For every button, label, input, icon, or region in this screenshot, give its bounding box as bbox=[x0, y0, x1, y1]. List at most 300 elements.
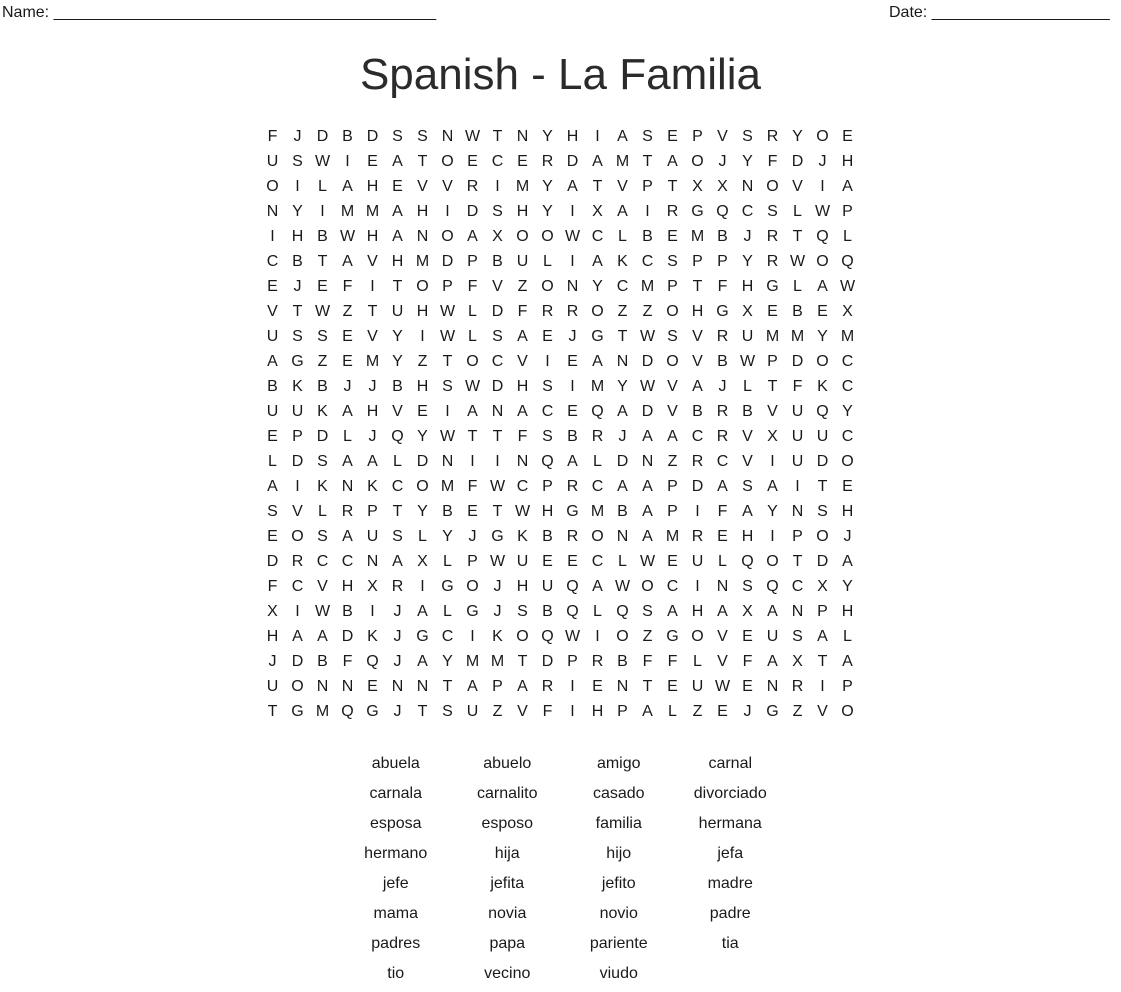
grid-letter: C bbox=[841, 428, 854, 445]
grid-letter: I bbox=[770, 453, 775, 470]
grid-letter: A bbox=[842, 178, 853, 195]
grid-letter: V bbox=[692, 328, 703, 345]
grid-letter: L bbox=[443, 603, 452, 620]
word-list-item: abuela bbox=[371, 755, 420, 772]
grid-letter: R bbox=[766, 228, 779, 245]
grid-letter: A bbox=[667, 428, 678, 445]
grid-letter: I bbox=[345, 153, 350, 170]
grid-letter: P bbox=[567, 653, 578, 670]
grid-letter: Y bbox=[292, 203, 303, 220]
grid-letter: E bbox=[717, 703, 728, 720]
grid-letter: T bbox=[492, 428, 503, 445]
word-list-item: hermano bbox=[364, 845, 428, 862]
grid-letter: I bbox=[370, 278, 375, 295]
grid-letter: C bbox=[391, 478, 404, 495]
grid-letter: Z bbox=[667, 453, 678, 470]
grid-letter: R bbox=[566, 528, 579, 545]
grid-letter: A bbox=[692, 378, 703, 395]
grid-letter: R bbox=[716, 328, 729, 345]
grid-letter: V bbox=[367, 253, 378, 270]
grid-letter: L bbox=[318, 503, 327, 520]
grid-letter: A bbox=[342, 403, 353, 420]
word-search-grid bbox=[260, 124, 860, 724]
grid-letter: O bbox=[816, 253, 829, 270]
grid-letter: J bbox=[568, 328, 577, 345]
grid-letter: A bbox=[392, 228, 403, 245]
word-list-item: hijo bbox=[606, 845, 632, 862]
grid-letter: R bbox=[341, 503, 354, 520]
grid-letter: V bbox=[417, 178, 428, 195]
grid-letter: C bbox=[516, 478, 529, 495]
grid-letter: K bbox=[367, 628, 378, 645]
grid-letter: A bbox=[767, 603, 778, 620]
grid-letter: T bbox=[417, 703, 428, 720]
grid-letter: W bbox=[439, 328, 456, 345]
grid-row bbox=[260, 374, 860, 399]
grid-letter: W bbox=[514, 503, 531, 520]
grid-letter: O bbox=[466, 353, 479, 370]
word-list-item: carnal bbox=[708, 755, 753, 772]
grid-row bbox=[260, 624, 860, 649]
grid-letter: N bbox=[616, 678, 629, 695]
grid-letter: A bbox=[767, 478, 778, 495]
grid-letter: V bbox=[667, 403, 678, 420]
grid-letter: L bbox=[468, 303, 477, 320]
word-list-item: madre bbox=[707, 875, 753, 892]
grid-letter: J bbox=[818, 153, 827, 170]
grid-letter: O bbox=[816, 528, 829, 545]
grid-letter: G bbox=[291, 703, 304, 720]
grid-letter: S bbox=[392, 528, 403, 545]
grid-letter: W bbox=[314, 603, 331, 620]
grid-row bbox=[260, 199, 860, 224]
grid-letter: U bbox=[816, 428, 829, 445]
grid-letter: N bbox=[516, 128, 529, 145]
grid-letter: H bbox=[416, 378, 429, 395]
word-list-item: pariente bbox=[589, 935, 648, 952]
grid-letter: T bbox=[667, 178, 678, 195]
grid-letter: M bbox=[340, 203, 355, 220]
grid-letter: E bbox=[367, 678, 378, 695]
grid-letter: G bbox=[766, 278, 779, 295]
grid-letter: O bbox=[816, 128, 829, 145]
grid-letter: T bbox=[767, 378, 778, 395]
grid-letter: O bbox=[441, 153, 454, 170]
grid-letter: U bbox=[266, 403, 279, 420]
grid-letter: B bbox=[317, 378, 328, 395]
grid-letter: D bbox=[266, 553, 279, 570]
grid-letter: L bbox=[543, 253, 552, 270]
grid-letter: J bbox=[718, 378, 727, 395]
grid-letter: E bbox=[817, 303, 828, 320]
grid-letter: N bbox=[491, 403, 504, 420]
grid-letter: O bbox=[541, 228, 554, 245]
grid-letter: P bbox=[792, 528, 803, 545]
grid-letter: E bbox=[317, 278, 328, 295]
grid-letter: D bbox=[366, 128, 379, 145]
grid-letter: U bbox=[291, 403, 304, 420]
grid-letter: S bbox=[542, 428, 553, 445]
grid-letter: A bbox=[567, 453, 578, 470]
grid-letter: T bbox=[517, 653, 528, 670]
grid-letter: R bbox=[791, 678, 804, 695]
grid-letter: B bbox=[642, 228, 653, 245]
grid-letter: F bbox=[267, 578, 278, 595]
grid-letter: C bbox=[591, 478, 604, 495]
grid-letter: R bbox=[466, 178, 479, 195]
grid-row bbox=[260, 549, 860, 574]
grid-letter: Q bbox=[816, 228, 829, 245]
grid-letter: U bbox=[791, 428, 804, 445]
grid-letter: A bbox=[292, 628, 303, 645]
word-list-item: jefa bbox=[717, 845, 744, 862]
grid-letter: E bbox=[467, 503, 478, 520]
grid-letter: D bbox=[291, 653, 304, 670]
grid-row bbox=[260, 524, 860, 549]
grid-letter: U bbox=[391, 303, 404, 320]
grid-letter: A bbox=[517, 403, 528, 420]
grid-letter: E bbox=[767, 303, 778, 320]
grid-letter: A bbox=[342, 528, 353, 545]
grid-letter: H bbox=[516, 578, 529, 595]
grid-letter: Y bbox=[792, 128, 803, 145]
word-list-item: amigo bbox=[596, 755, 641, 772]
grid-letter: W bbox=[814, 203, 831, 220]
grid-letter: M bbox=[365, 353, 380, 370]
grid-letter: Y bbox=[767, 503, 778, 520]
page-title: Spanish - La Familia bbox=[359, 50, 762, 99]
grid-letter: O bbox=[641, 578, 654, 595]
name-field[interactable]: Name: ___________________________________________ bbox=[2, 4, 437, 21]
grid-letter: O bbox=[666, 353, 679, 370]
grid-letter: W bbox=[464, 128, 481, 145]
grid-letter: B bbox=[717, 353, 728, 370]
grid-letter: H bbox=[516, 378, 529, 395]
grid-letter: B bbox=[692, 403, 703, 420]
grid-letter: K bbox=[367, 478, 378, 495]
grid-letter: T bbox=[442, 353, 453, 370]
grid-row bbox=[260, 674, 860, 699]
grid-letter: P bbox=[717, 253, 728, 270]
grid-letter: L bbox=[793, 203, 802, 220]
grid-letter: A bbox=[392, 553, 403, 570]
grid-letter: S bbox=[817, 503, 828, 520]
grid-letter: T bbox=[392, 278, 403, 295]
grid-letter: T bbox=[817, 478, 828, 495]
grid-letter: O bbox=[691, 153, 704, 170]
grid-letter: P bbox=[842, 203, 853, 220]
grid-letter: A bbox=[842, 653, 853, 670]
grid-letter: U bbox=[266, 153, 279, 170]
grid-letter: I bbox=[295, 603, 300, 620]
grid-letter: C bbox=[716, 453, 729, 470]
grid-letter: H bbox=[566, 128, 579, 145]
word-list-item: papa bbox=[489, 935, 526, 952]
grid-letter: A bbox=[592, 153, 603, 170]
grid-letter: B bbox=[392, 378, 403, 395]
grid-letter: P bbox=[642, 178, 653, 195]
grid-letter: I bbox=[495, 178, 500, 195]
grid-letter: X bbox=[742, 603, 753, 620]
grid-row bbox=[260, 449, 860, 474]
grid-letter: N bbox=[616, 353, 629, 370]
grid-letter: Z bbox=[642, 303, 653, 320]
grid-letter: W bbox=[714, 678, 731, 695]
grid-letter: D bbox=[641, 353, 654, 370]
grid-letter: N bbox=[766, 678, 779, 695]
grid-letter: I bbox=[270, 228, 275, 245]
grid-letter: L bbox=[318, 178, 327, 195]
grid-letter: Y bbox=[542, 203, 553, 220]
grid-letter: C bbox=[491, 353, 504, 370]
grid-letter: L bbox=[618, 228, 627, 245]
grid-letter: B bbox=[342, 128, 353, 145]
grid-letter: W bbox=[439, 303, 456, 320]
grid-letter: Z bbox=[617, 303, 628, 320]
grid-letter: H bbox=[841, 153, 854, 170]
grid-letter: A bbox=[617, 203, 628, 220]
grid-letter: E bbox=[467, 153, 478, 170]
grid-letter: U bbox=[541, 578, 554, 595]
grid-letter: S bbox=[492, 203, 503, 220]
grid-letter: T bbox=[617, 328, 628, 345]
grid-letter: P bbox=[692, 128, 703, 145]
grid-letter: I bbox=[445, 203, 450, 220]
grid-letter: I bbox=[470, 628, 475, 645]
grid-letter: W bbox=[439, 428, 456, 445]
grid-letter: F bbox=[542, 703, 553, 720]
grid-letter: S bbox=[642, 128, 653, 145]
grid-letter: P bbox=[767, 353, 778, 370]
grid-letter: F bbox=[467, 278, 478, 295]
grid-letter: W bbox=[739, 353, 756, 370]
word-list-item: carnala bbox=[369, 785, 422, 802]
grid-letter: Y bbox=[542, 178, 553, 195]
word-list-item: abuelo bbox=[483, 755, 532, 772]
grid-letter: H bbox=[416, 303, 429, 320]
grid-row bbox=[260, 249, 860, 274]
grid-letter: E bbox=[842, 128, 853, 145]
grid-letter: C bbox=[541, 403, 554, 420]
grid-row bbox=[260, 699, 860, 724]
grid-letter: I bbox=[295, 478, 300, 495]
grid-letter: N bbox=[266, 203, 279, 220]
grid-letter: I bbox=[370, 603, 375, 620]
grid-letter: F bbox=[517, 303, 528, 320]
grid-letter: B bbox=[317, 228, 328, 245]
grid-letter: B bbox=[317, 653, 328, 670]
grid-letter: I bbox=[795, 478, 800, 495]
grid-letter: I bbox=[595, 128, 600, 145]
grid-letter: Z bbox=[692, 703, 703, 720]
grid-letter: A bbox=[717, 478, 728, 495]
grid-letter: M bbox=[490, 653, 505, 670]
grid-letter: B bbox=[442, 503, 453, 520]
grid-letter: C bbox=[741, 203, 754, 220]
grid-letter: I bbox=[320, 203, 325, 220]
grid-letter: I bbox=[820, 178, 825, 195]
grid-letter: N bbox=[316, 678, 329, 695]
grid-letter: I bbox=[770, 528, 775, 545]
word-list-item: padres bbox=[371, 935, 421, 952]
grid-letter: W bbox=[639, 553, 656, 570]
grid-letter: V bbox=[717, 628, 728, 645]
grid-letter: H bbox=[266, 628, 279, 645]
grid-letter: D bbox=[316, 128, 329, 145]
grid-letter: X bbox=[717, 178, 728, 195]
word-list-item: hermana bbox=[698, 815, 762, 832]
grid-letter: Y bbox=[817, 328, 828, 345]
grid-letter: K bbox=[492, 628, 503, 645]
grid-letter: P bbox=[667, 478, 678, 495]
grid-letter: X bbox=[492, 228, 503, 245]
grid-letter: G bbox=[291, 353, 304, 370]
grid-letter: N bbox=[641, 453, 654, 470]
grid-letter: R bbox=[691, 528, 704, 545]
word-list-item: tio bbox=[387, 965, 405, 982]
grid-letter: C bbox=[591, 553, 604, 570]
grid-letter: Y bbox=[417, 428, 428, 445]
grid-letter: V bbox=[517, 353, 528, 370]
grid-letter: V bbox=[692, 353, 703, 370]
grid-letter: Y bbox=[842, 403, 853, 420]
grid-letter: I bbox=[695, 503, 700, 520]
grid-letter: H bbox=[741, 528, 754, 545]
grid-letter: I bbox=[695, 578, 700, 595]
grid-letter: R bbox=[716, 403, 729, 420]
grid-letter: R bbox=[566, 303, 579, 320]
word-list-item: viudo bbox=[599, 965, 638, 982]
grid-letter: F bbox=[642, 653, 653, 670]
grid-letter: C bbox=[441, 628, 454, 645]
grid-letter: L bbox=[743, 378, 752, 395]
grid-letter: H bbox=[541, 503, 554, 520]
grid-letter: A bbox=[417, 653, 428, 670]
grid-letter: Q bbox=[816, 403, 829, 420]
grid-letter: A bbox=[817, 628, 828, 645]
grid-letter: J bbox=[393, 653, 402, 670]
grid-letter: D bbox=[291, 453, 304, 470]
grid-letter: E bbox=[667, 553, 678, 570]
grid-letter: L bbox=[268, 453, 277, 470]
grid-letter: D bbox=[341, 628, 354, 645]
grid-letter: O bbox=[766, 553, 779, 570]
grid-letter: M bbox=[765, 328, 780, 345]
grid-letter: R bbox=[691, 453, 704, 470]
grid-letter: U bbox=[266, 678, 279, 695]
grid-letter: S bbox=[667, 328, 678, 345]
grid-letter: B bbox=[542, 603, 553, 620]
grid-letter: A bbox=[267, 353, 278, 370]
word-list-item: novia bbox=[488, 905, 527, 922]
grid-letter: W bbox=[639, 328, 656, 345]
grid-letter: E bbox=[342, 328, 353, 345]
grid-letter: A bbox=[592, 578, 603, 595]
word-list-item: hija bbox=[494, 845, 520, 862]
grid-letter: U bbox=[791, 403, 804, 420]
grid-letter: C bbox=[316, 553, 329, 570]
grid-letter: E bbox=[342, 353, 353, 370]
grid-letter: R bbox=[566, 478, 579, 495]
grid-letter: Q bbox=[766, 578, 779, 595]
grid-letter: V bbox=[367, 328, 378, 345]
grid-letter: P bbox=[467, 253, 478, 270]
grid-letter: W bbox=[564, 228, 581, 245]
grid-letter: H bbox=[291, 228, 304, 245]
grid-letter: I bbox=[570, 678, 575, 695]
grid-letter: D bbox=[491, 378, 504, 395]
grid-letter: M bbox=[440, 478, 455, 495]
grid-letter: P bbox=[442, 278, 453, 295]
grid-letter: O bbox=[516, 228, 529, 245]
grid-letter: A bbox=[642, 478, 653, 495]
grid-letter: T bbox=[492, 503, 503, 520]
grid-letter: Y bbox=[742, 253, 753, 270]
grid-letter: Q bbox=[716, 203, 729, 220]
grid-letter: Z bbox=[317, 353, 328, 370]
grid-letter: M bbox=[415, 253, 430, 270]
grid-letter: N bbox=[791, 503, 804, 520]
grid-letter: D bbox=[316, 428, 329, 445]
grid-letter: Y bbox=[542, 128, 553, 145]
grid-letter: V bbox=[392, 403, 403, 420]
grid-letter: V bbox=[767, 403, 778, 420]
word-list-item: casado bbox=[592, 785, 645, 802]
grid-letter: M bbox=[615, 153, 630, 170]
grid-letter: O bbox=[591, 303, 604, 320]
grid-letter: A bbox=[317, 628, 328, 645]
grid-letter: S bbox=[767, 203, 778, 220]
grid-letter: D bbox=[816, 553, 829, 570]
grid-letter: Q bbox=[541, 628, 554, 645]
grid-letter: W bbox=[339, 228, 356, 245]
date-field[interactable]: Date: ____________________ bbox=[889, 4, 1110, 21]
grid-letter: B bbox=[567, 428, 578, 445]
grid-letter: N bbox=[716, 578, 729, 595]
grid-letter: S bbox=[392, 128, 403, 145]
grid-letter: Q bbox=[616, 603, 629, 620]
grid-letter: O bbox=[291, 528, 304, 545]
grid-letter: H bbox=[516, 203, 529, 220]
grid-letter: T bbox=[792, 228, 803, 245]
grid-letter: J bbox=[368, 378, 377, 395]
grid-row bbox=[260, 499, 860, 524]
grid-letter: E bbox=[667, 678, 678, 695]
grid-row bbox=[260, 274, 860, 299]
grid-letter: V bbox=[717, 653, 728, 670]
grid-letter: E bbox=[667, 228, 678, 245]
grid-letter: N bbox=[516, 453, 529, 470]
grid-letter: N bbox=[416, 228, 429, 245]
grid-letter: O bbox=[766, 178, 779, 195]
grid-letter: M bbox=[840, 328, 855, 345]
grid-letter: T bbox=[267, 703, 278, 720]
grid-letter: W bbox=[614, 578, 631, 595]
grid-letter: A bbox=[517, 328, 528, 345]
word-list-item: esposo bbox=[481, 815, 534, 832]
grid-letter: I bbox=[820, 678, 825, 695]
grid-letter: A bbox=[367, 453, 378, 470]
grid-letter: N bbox=[341, 678, 354, 695]
grid-letter: S bbox=[742, 578, 753, 595]
grid-letter: T bbox=[442, 678, 453, 695]
grid-letter: E bbox=[567, 403, 578, 420]
grid-letter: X bbox=[592, 203, 603, 220]
grid-letter: O bbox=[516, 628, 529, 645]
grid-letter: T bbox=[467, 428, 478, 445]
grid-letter: Z bbox=[492, 703, 503, 720]
grid-letter: J bbox=[743, 703, 752, 720]
